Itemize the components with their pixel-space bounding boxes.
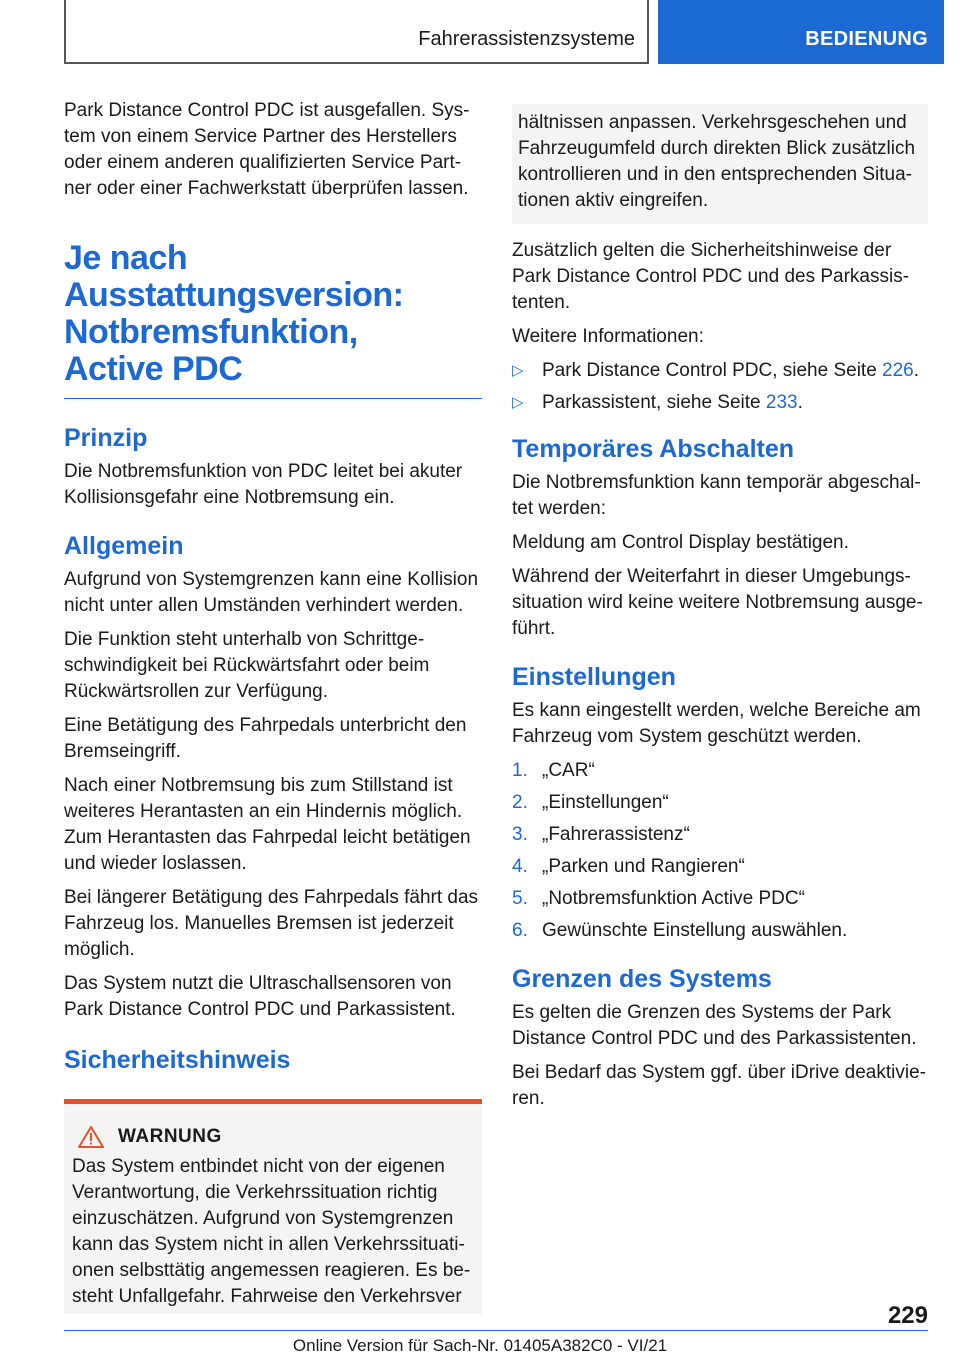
intro-paragraph: Park Distance Control PDC ist ausgefallen. System von einem Service Partner des Herstellers oder einem anderen qualifizierten Service Partner oder einer Fachwerkstatt überprüfen lassen. [64, 100, 470, 199]
warning-title: WARNUNG [118, 1126, 222, 1147]
prinzip-heading: Prinzip [64, 424, 148, 452]
list-item [512, 758, 928, 784]
step-number: 1. [512, 760, 528, 781]
einst-heading: Einstellungen [512, 663, 676, 691]
page-number: 229 [887, 1302, 928, 1329]
allgemein-paragraph: Nach einer Notbremsung bis zum Stillstand ist weiteres Herantasten an ein Hindernis möglich. Zum Herantasten das Fahrpedal leicht betätigen und wieder loslassen. [64, 775, 471, 874]
bullet-text: Parkassistent, siehe Seite [542, 392, 766, 413]
list-item [512, 390, 928, 416]
settings-steps-list [512, 758, 928, 944]
main-heading-line: Notbremsfunktion, [64, 313, 358, 351]
step-text: Gewünschte Einstellung auswählen. [542, 920, 848, 941]
left-column [64, 98, 482, 1314]
allgemein-paragraph: Bei längerer Betätigung des Fahrpedals fährt das Fahrzeug los. Manuelles Bremsen ist jederzeit möglich. [64, 887, 479, 960]
header-title: Fahrerassistenzsysteme [418, 28, 635, 50]
right-column [512, 102, 928, 1120]
list-item [512, 358, 928, 384]
allgemein-heading: Allgemein [64, 532, 184, 560]
sicherheit-heading: Sicherheitshinweis [64, 1046, 291, 1074]
step-text: „Notbremsfunktion Active PDC“ [542, 888, 805, 909]
bullet-arrow-icon: ▷ [512, 362, 524, 379]
prinzip-paragraph: Die Notbremsfunktion von PDC leitet bei akuter Kollisionsgefahr eine Notbremsung ein. [64, 461, 463, 508]
warning-header [72, 1126, 474, 1148]
extra-safety-paragraph: Zusätzlich gelten die Sicherheitshinweise der Park Distance Control PDC und des Parkassistenten. [512, 240, 910, 313]
list-item [512, 790, 928, 816]
bullet-arrow-icon: ▷ [512, 394, 524, 411]
main-heading-line: Active PDC [64, 350, 243, 388]
step-number: 2. [512, 792, 528, 813]
more-info-label: Weitere Informationen: [512, 326, 704, 347]
step-number: 6. [512, 920, 528, 941]
warning-continuation-text: hältnissen anpassen. Verkehrsgeschehen und Fahrzeugumfeld durch direkten Blick zusätzlich kontrollieren und in den entsprechenden Situationen aktiv eingreifen. [518, 112, 916, 211]
page-link[interactable]: 226 [882, 360, 914, 381]
step-text: „CAR“ [542, 760, 595, 781]
step-number: 4. [512, 856, 528, 877]
header-section-box [658, 0, 944, 64]
list-item [512, 918, 928, 944]
warning-triangle-icon [78, 1126, 104, 1148]
footer-text: Online Version für Sach-Nr. 01405A382C0 - VI/21 [292, 1336, 668, 1355]
einst-paragraph: Es kann eingestellt werden, welche Bereiche am Fahrzeug vom System geschützt werden. [512, 700, 921, 747]
bullet-end: . [797, 392, 803, 413]
allgemein-paragraph: Das System nutzt die Ultraschallsensoren von Park Distance Control PDC und Parkassistent. [64, 973, 456, 1020]
temp-heading: Temporäres Abschalten [512, 435, 795, 463]
step-number: 5. [512, 888, 528, 909]
step-text: „Fahrerassistenz“ [542, 824, 690, 845]
page-link[interactable]: 233 [765, 392, 798, 413]
warning-continuation-box [512, 104, 928, 224]
bullet-end: . [913, 360, 920, 381]
step-text: „Parken und Rangieren“ [542, 856, 745, 877]
grenzen-paragraph: Es gelten die Grenzen des Systems der Park Distance Control PDC und des Parkassistenten. [512, 1002, 917, 1049]
allgemein-paragraph: Die Funktion steht unterhalb von Schrittgeschwindigkeit bei Rückwärtsfahrt oder beim Rückwärtsrollen zur Verfügung. [64, 629, 430, 702]
list-item [512, 886, 928, 912]
header-title-box [64, 0, 649, 64]
header-section-label: BEDIENUNG [805, 28, 928, 50]
list-item [512, 822, 928, 848]
warning-text: Das System entbindet nicht von der eigenen Verantwortung, die Verkehrssituation richtig einzuschätzen. Aufgrund von Systemgrenzen kann das System nicht in allen Verkehrssituationen selbsttätig angemessen reagieren. Es besteht Unfallgefahr. Fahrweise den Verkehrsver [72, 1156, 471, 1307]
grenzen-heading: Grenzen des Systems [512, 965, 772, 993]
bullet-text: Park Distance Control PDC, siehe Seite [542, 360, 883, 381]
step-number: 3. [512, 824, 528, 845]
allgemein-paragraph: Eine Betätigung des Fahrpedals unterbricht den Bremseingriff. [64, 715, 467, 762]
list-item [512, 854, 928, 880]
allgemein-paragraph: Aufgrund von Systemgrenzen kann eine Kollision nicht unter allen Umständen verhindert werden. [64, 569, 479, 616]
temp-paragraph: Meldung am Control Display bestätigen. [512, 532, 849, 553]
footer-divider [64, 1330, 928, 1331]
main-heading-line: Ausstattungsversion: [64, 276, 404, 314]
step-text: „Einstellungen“ [542, 792, 669, 813]
warning-box [64, 1099, 482, 1314]
temp-paragraph: Während der Weiterfahrt in dieser Umgebungssituation wird keine weitere Notbremsung ausgeführt. [512, 566, 923, 639]
grenzen-paragraph: Bei Bedarf das System ggf. über iDrive deaktivieren. [512, 1062, 926, 1109]
reference-list [512, 358, 928, 416]
temp-paragraph: Die Notbremsfunktion kann temporär abgeschaltet werden: [512, 472, 921, 519]
main-heading-line: Je nach [64, 239, 188, 277]
main-heading [64, 240, 482, 399]
